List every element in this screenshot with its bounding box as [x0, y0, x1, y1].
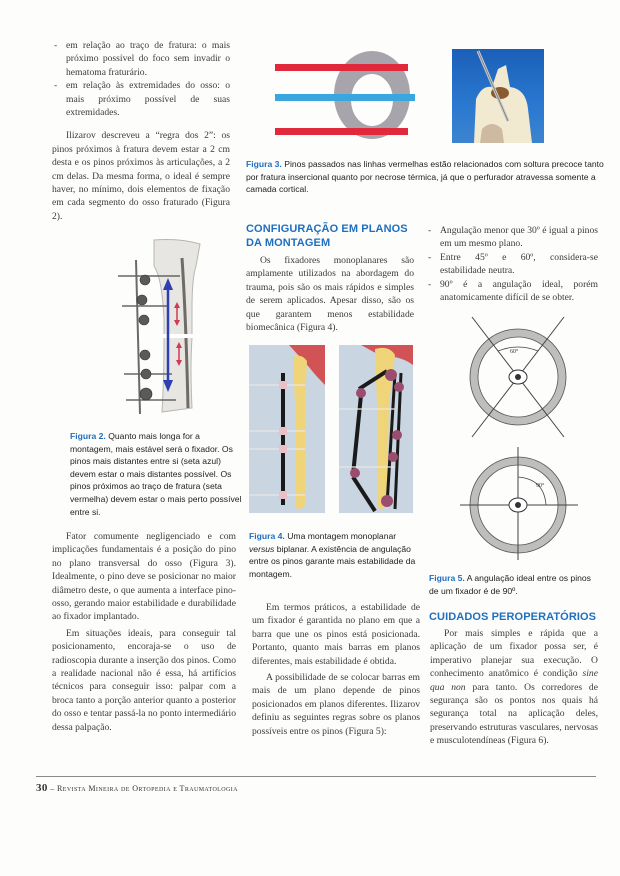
paragraph-praticos: Em termos práticos, a estabilidade de um fixador é garantida no plano em que a barra que une os pinos está posicionada. Portanto, quanto mais barras em planos diferentes, mais estabilidade é obtida. [252, 602, 420, 667]
figure-3-caption: Figura 3. Pinos passados nas linhas vermelhas estão relacionados com soltura precoce tanto por fratura insercional quanto por necrose térmica, já que o perfurador atravessa somente a camada cortical. [246, 159, 604, 195]
bullet-item: - Entre 45º e 60º, considera-se estabilidade neutra. [426, 251, 598, 278]
figure-5-ring-diagrams [460, 315, 580, 560]
paragraph-fixadores: Os fixadores monoplanares são amplamente utilizados na abordagem do trauma, pois são os mais rápidos e simples de serem aplicados. Apesar disso, são os que garantem menos estabilidade biomecânica (Figura 4). [246, 255, 414, 334]
angulation-bullets [426, 224, 598, 304]
paragraph-fator: Fator comumente negligenciado e com implicações fundamentais é a posição do pino no plano transversal do osso (Figura 3). Idealmente, o pino deve se posicionar no maior diâmetro deste, o que aumenta a interface pino-osso, gerando maior estabilidade e durabilidade ao fixador implantado. [52, 531, 236, 623]
fixator-rod-a [353, 395, 361, 475]
column-1 [52, 39, 230, 223]
section-heading-configuracao: CONFIGURAÇÃO EM PLANOS DA MONTAGEM [246, 223, 408, 249]
section-heading-cuidados: CUIDADOS PEROPERATÓRIOS [429, 611, 597, 623]
figure-3-photo [452, 49, 544, 143]
external-fixator-tibia-diagram [88, 238, 218, 418]
paragraph-cuidados: Por mais simples e rápida que a aplicação de um fixador possa ser, é imperativo planejar sua execução. O conhecimento anatômico é condição sine qua non para tanto. Os corredores de segurança são os pontos nos quais há segurança total na aplicação deles, preservando estruturas vasculares, nervosas e musculotendíneas (Figura 6). [430, 628, 598, 747]
figure-2-illustration [88, 238, 218, 418]
figure-4-biplanar-photo [339, 345, 413, 513]
page-number: 30 [36, 782, 48, 794]
fixator-rod [281, 373, 285, 505]
footer-divider [36, 776, 596, 777]
figure-3-pin-diagram [275, 50, 425, 142]
journal-name: Revista Mineira de Ortopedia e Traumatologia [57, 784, 238, 793]
figure-5-caption: Figura 5. A angulação ideal entre os pinos de um fixador é de 90º. [429, 573, 591, 596]
bullet-item: - Angulação menor que 30º é igual a pinos em um mesmo plano. [426, 224, 598, 251]
paragraph-possibilidade: A possibilidade de se colocar barras em mais de um plano depende de pinos posicionados em planos diferentes. Ilizarov definiu as seguintes regras sobre os planos possíveis entre os pinos (Figura 5): [252, 672, 420, 737]
angle-label-60: 60° [510, 349, 519, 355]
ring-diagram-60-degrees [470, 317, 566, 437]
paragraph-situacoes: Em situações ideais, para conseguir tal posicionamento, encoraja-se o uso de radioscopia durante a inserção dos pinos. Como a realidade nacional não é essa, há artifícios técnicos para conseguir isso: palpar com a broca tanto a porção anterior quanto a posterior do osso e tentar passá-la no ponto intermediário dessa palpação. [52, 627, 236, 733]
bullet-item: - 90º é a angulação ideal, porém anatomicamente difícil de se obter. [426, 278, 598, 305]
red-pin-line-top [275, 64, 408, 71]
ring-diagram-90-degrees [460, 447, 578, 560]
tibia-model [293, 356, 307, 509]
angle-label-90: 90° [536, 483, 545, 489]
blue-pin-line [275, 94, 415, 101]
figure-4-caption: Figura 4. Uma montagem monoplanar versus biplanar. A existência de angulação entre os pinos garante mais estabilidade da montagem. [249, 531, 416, 579]
column-2-lower [252, 601, 420, 738]
page-footer: 30 – Revista Mineira de Ortopedia e Traumatologia [36, 782, 238, 794]
paragraph-ilizarov-rule: Ilizarov descreveu a “regra dos 2”: os pinos próximos à fratura devem estar a 2 cm desta e os pinos próximos às articulações, a 2 cm delas. Da mesma forma, o ideal é sempre haver, no mínimo, dois elementos de fixação em cada segmento do osso fraturado (Figura 2). [52, 130, 230, 222]
fixator-rod-c [395, 373, 401, 509]
column-1-lower [52, 530, 236, 734]
figure-4-monoplanar-photo [249, 345, 325, 513]
fracture-line [160, 334, 194, 338]
red-pin-line-bottom [275, 128, 408, 135]
column-2 [246, 222, 414, 334]
bullet-item: - em relação às extremidades do osso: o mais próximo possível de suas extremidades. [52, 79, 230, 119]
column-3 [426, 224, 598, 304]
bullet-item: - em relação ao traço de fratura: o mais próximo possível do foco sem invadir o hematoma fraturário. [52, 39, 230, 79]
placement-bullets [52, 39, 230, 119]
fixator-bar [136, 260, 140, 414]
figure-2-caption: Figura 2. Quanto mais longa for a montagem, mais estável será o fixador. Os pinos mais distantes entre si (seta azul) devem estar o mais distantes possível. Os pinos próximos ao traço de fratura (seta vermelha) devem estar o mais perto possível entre si. [70, 431, 242, 517]
